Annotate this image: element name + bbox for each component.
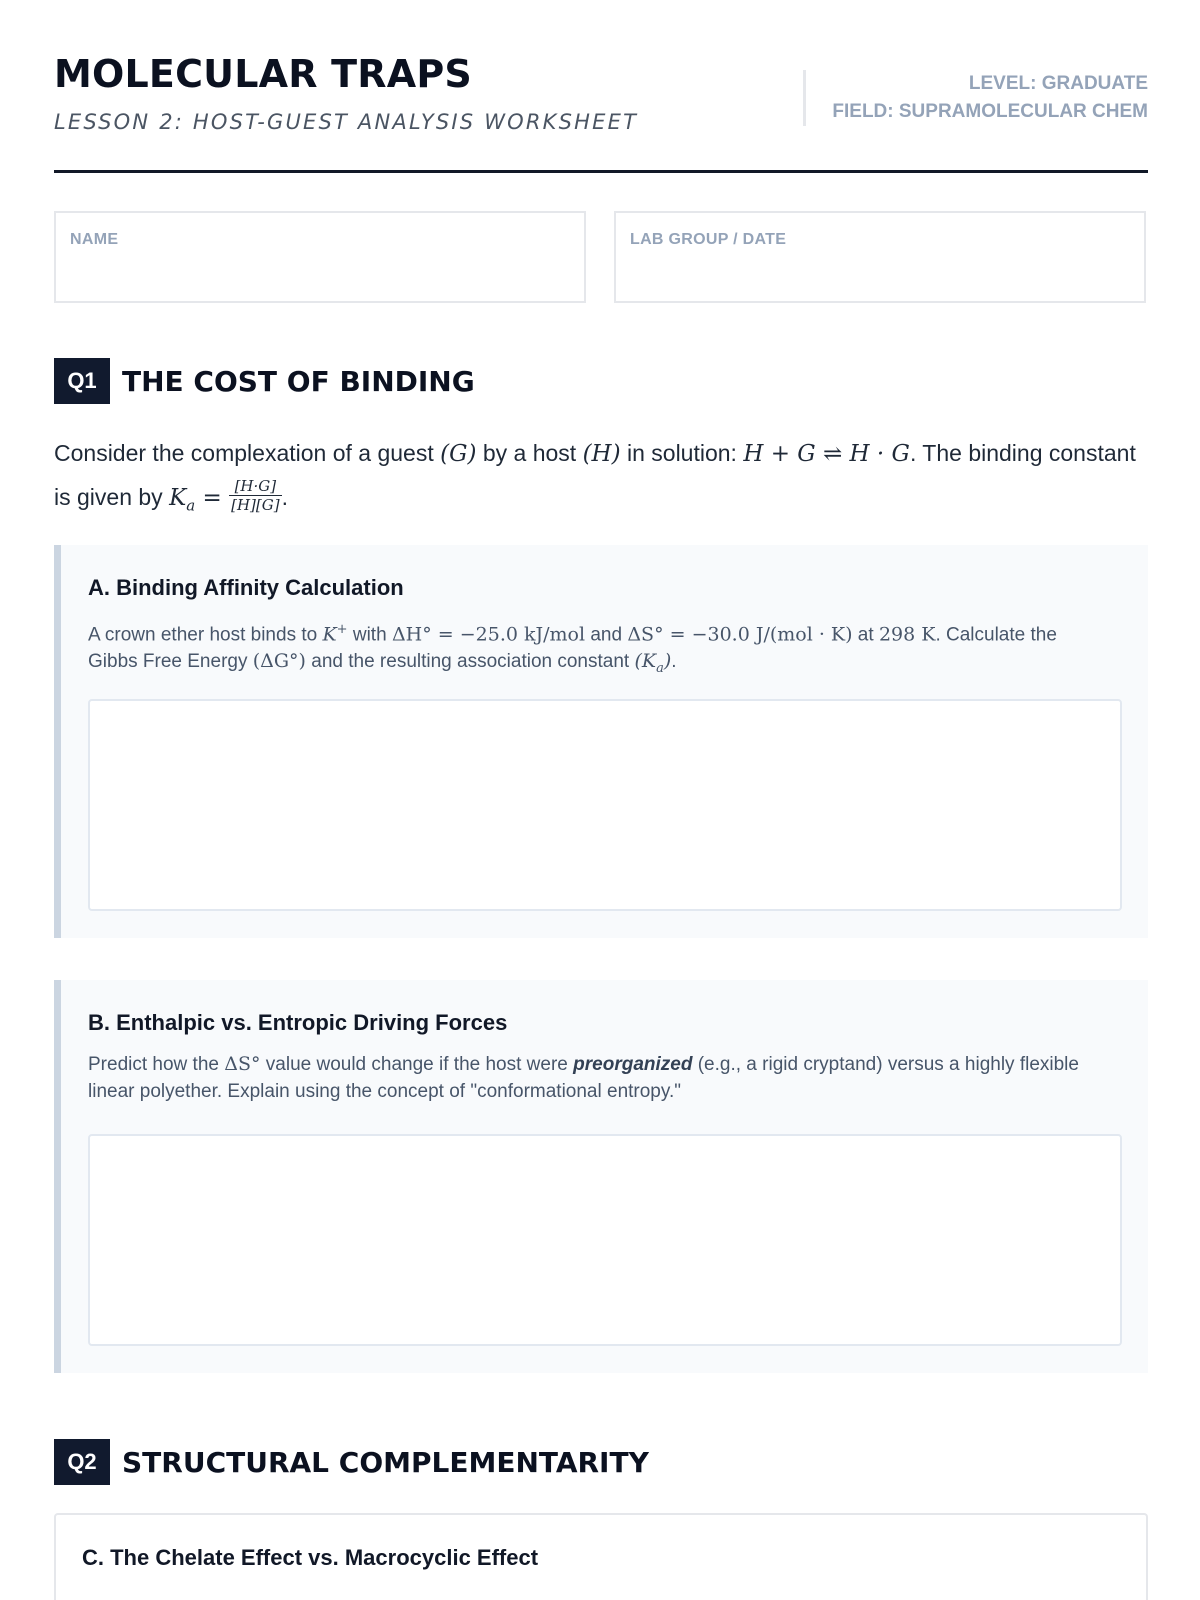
level-label: LEVEL: GRADUATE bbox=[968, 73, 1148, 94]
desc-text: and the resulting association constant bbox=[305, 651, 635, 673]
desc-text: at bbox=[852, 624, 879, 646]
ka-numerator: [H·G] bbox=[229, 477, 281, 496]
name-field[interactable] bbox=[54, 211, 586, 303]
potassium-charge: + bbox=[336, 622, 348, 637]
desc-text: value would change if the host were bbox=[260, 1054, 574, 1075]
q2-title: STRUCTURAL COMPLEMENTARITY bbox=[122, 1445, 649, 1479]
q1-intro bbox=[54, 432, 1148, 528]
desc-text: and bbox=[585, 624, 628, 646]
intro-text: by a host bbox=[476, 440, 583, 466]
field-label: FIELD: SUPRAMOLECULAR CHEM bbox=[832, 101, 1148, 122]
task-c-box bbox=[54, 1513, 1148, 1600]
entropy-value: ΔS° = −30.0 J/(mol · K) bbox=[627, 623, 853, 646]
temperature-value: 298 K bbox=[878, 623, 936, 646]
task-b-title: B. Enthalpic vs. Entropic Driving Forces bbox=[88, 1010, 508, 1035]
ka-subscript: a bbox=[656, 661, 664, 677]
ka-denominator: [H][G] bbox=[231, 496, 280, 515]
worksheet-page bbox=[54, 0, 1148, 1570]
ka-symbol: K bbox=[169, 485, 187, 511]
q1-badge: Q1 bbox=[54, 358, 110, 404]
preorganized-emphasis: preorganized bbox=[573, 1054, 693, 1075]
task-a-description bbox=[88, 616, 1108, 682]
worksheet-header bbox=[54, 0, 1148, 173]
intro-text: Consider the complexation of a guest bbox=[54, 440, 441, 466]
task-a-box bbox=[54, 545, 1148, 938]
intro-text: in solution: bbox=[620, 440, 744, 466]
ka-symbol: (K bbox=[634, 650, 657, 673]
intro-text: . bbox=[281, 484, 288, 510]
desc-text: . Calculate the Gibbs Free Energy bbox=[88, 624, 1057, 673]
desc-text: . bbox=[671, 651, 677, 673]
task-b-box bbox=[54, 980, 1148, 1373]
ka-fraction bbox=[229, 477, 281, 514]
desc-text: (e.g., a rigid cryptand) versus a highly flexible linear polyether. Explain using the concept of "conformational entropy." bbox=[88, 1054, 1079, 1102]
guest-symbol: (G) bbox=[440, 441, 477, 467]
ka-paren: ) bbox=[663, 650, 672, 673]
ka-subscript: a bbox=[186, 496, 196, 515]
task-b-description bbox=[88, 1051, 1108, 1105]
host-symbol: (H) bbox=[582, 441, 621, 467]
q2-badge: Q2 bbox=[54, 1439, 110, 1485]
course-meta bbox=[803, 70, 1148, 126]
desc-text: A crown ether host binds to bbox=[88, 624, 323, 646]
name-field-label: NAME bbox=[70, 231, 119, 248]
potassium-symbol: K bbox=[322, 623, 337, 646]
page-title: MOLECULAR TRAPS bbox=[54, 52, 472, 96]
task-a-title: A. Binding Affinity Calculation bbox=[88, 575, 404, 600]
task-b-answer-area[interactable] bbox=[88, 1134, 1122, 1346]
desc-text: with bbox=[347, 624, 392, 646]
student-info-fields bbox=[54, 211, 1148, 305]
gibbs-symbol: (ΔG°) bbox=[252, 650, 306, 673]
page-subtitle: LESSON 2: HOST-GUEST ANALYSIS WORKSHEET bbox=[54, 110, 639, 134]
entropy-symbol: ΔS° bbox=[224, 1053, 261, 1075]
section-q2-heading bbox=[54, 1439, 649, 1485]
desc-text: Predict how the bbox=[88, 1054, 225, 1075]
q1-title: THE COST OF BINDING bbox=[122, 364, 475, 398]
lab-group-date-field[interactable] bbox=[614, 211, 1146, 303]
equilibrium-equation: H + G ⇌ H · G bbox=[743, 441, 910, 467]
intro-text: . The binding constant is given by bbox=[54, 440, 1136, 510]
equals-sign: = bbox=[195, 485, 230, 511]
task-c-title: C. The Chelate Effect vs. Macrocyclic Effect bbox=[82, 1545, 539, 1570]
lab-group-date-label: LAB GROUP / DATE bbox=[630, 231, 787, 248]
task-a-answer-area[interactable] bbox=[88, 699, 1122, 911]
enthalpy-value: ΔH° = −25.0 kJ/mol bbox=[391, 623, 586, 646]
section-q1-heading bbox=[54, 358, 475, 404]
